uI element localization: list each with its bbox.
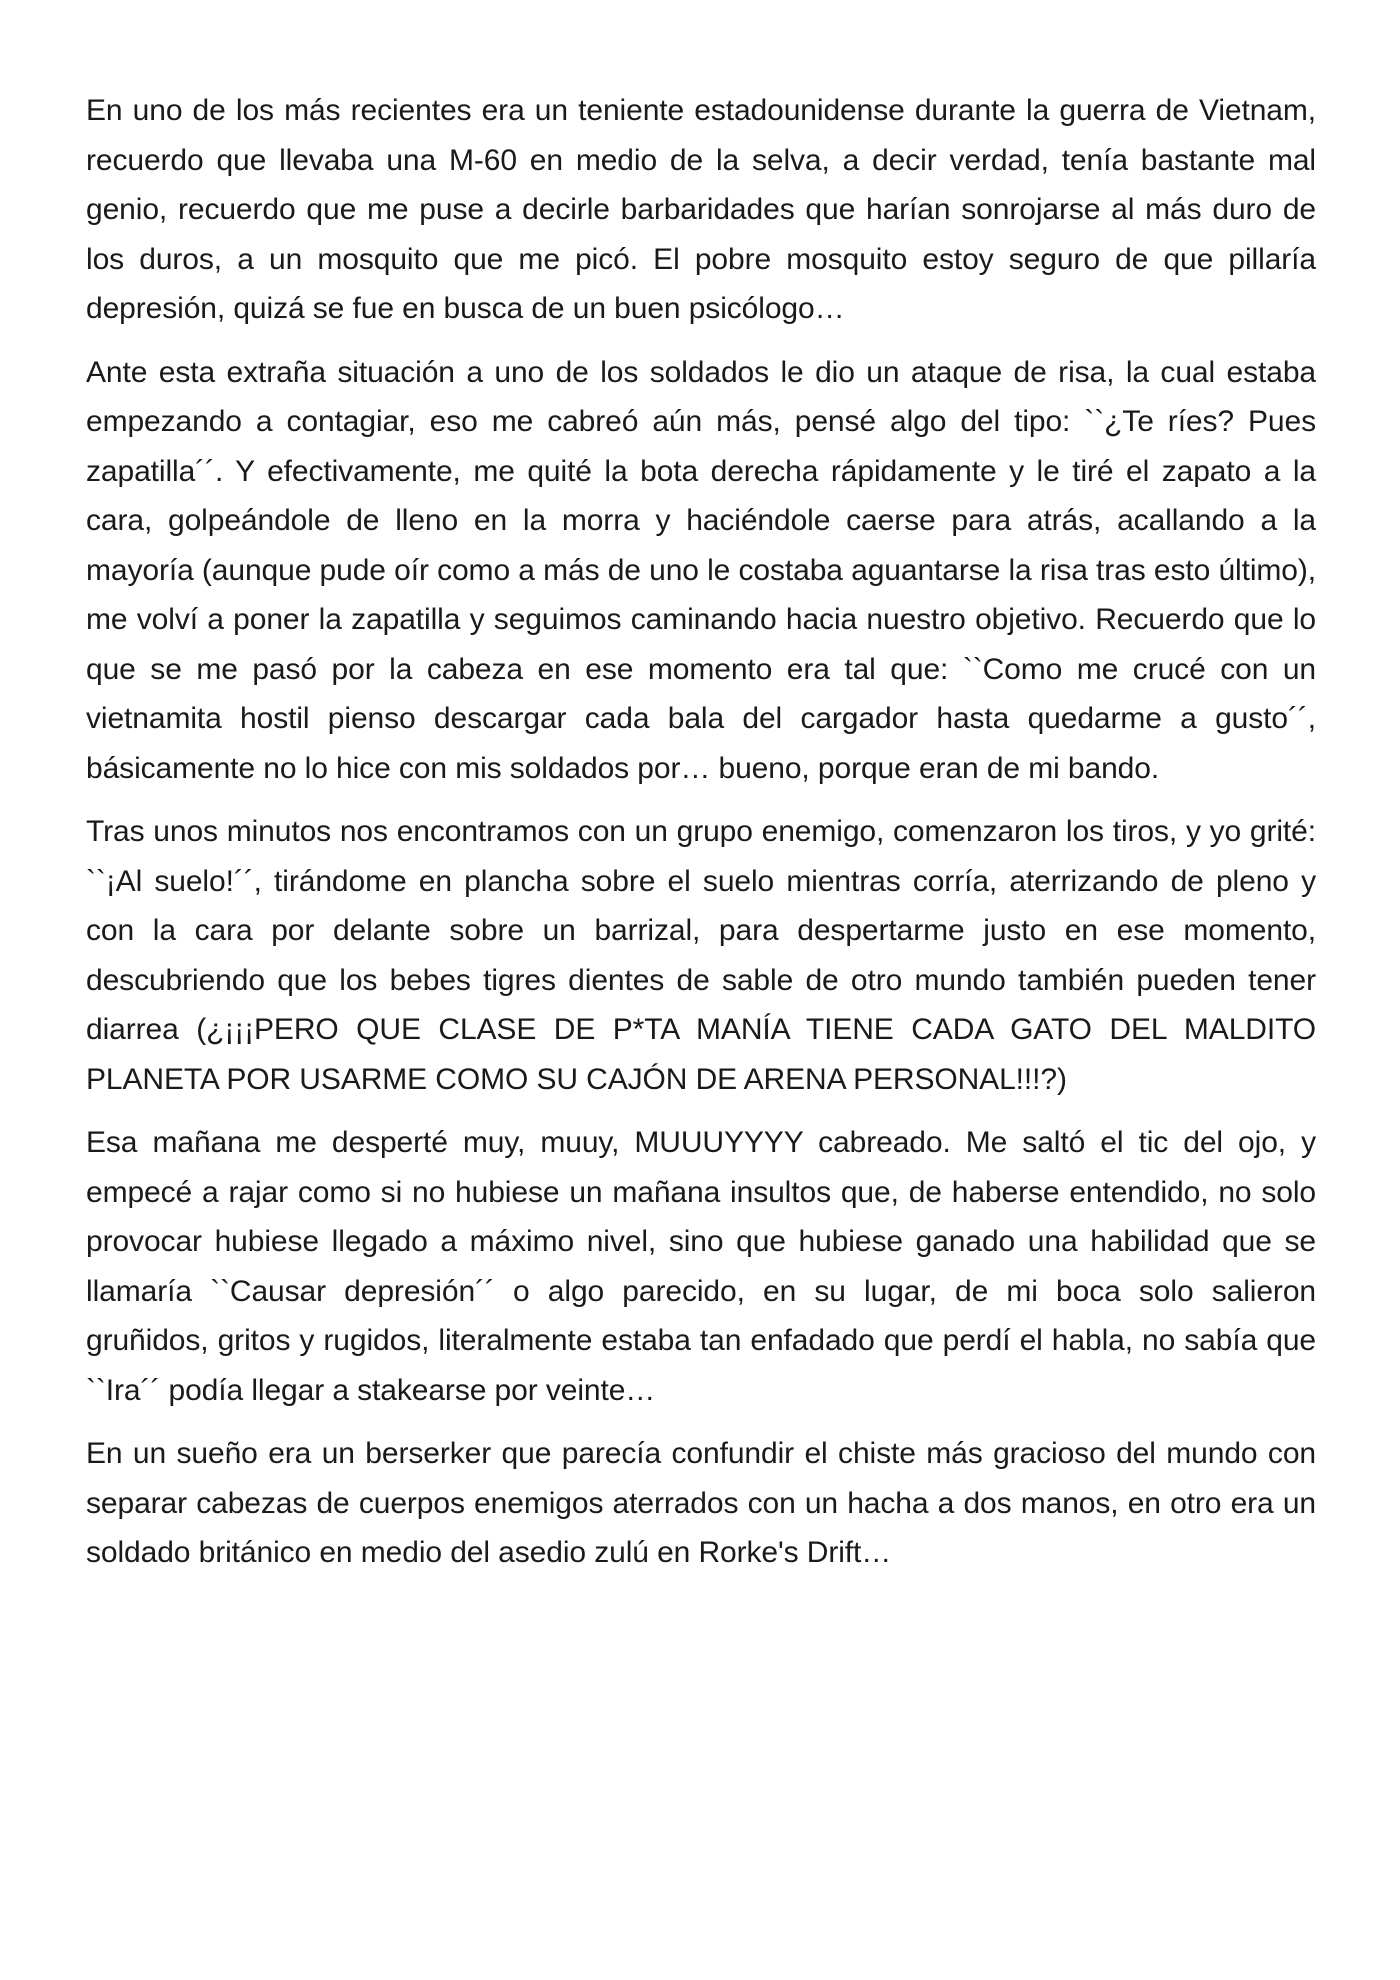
paragraph-enemy-ambush: Tras unos minutos nos encontramos con un grupo enemigo, comenzaron los tiros, y yo grité: ``¡Al suelo!´´, tirándome en plancha sobre el suelo mientras corría, aterrizando de pleno y con la cara por delante sobre un barrizal, para despertarme justo en ese momento, descubriendo que los bebes tigres dientes de sable de otro mundo también pueden tener diarrea (¿¡¡¡PERO QUE CLASE DE P*TA MANÍA TIENE CADA GATO DEL MALDITO PLANETA POR USARME COMO SU CAJÓN DE ARENA PERSONAL!!!?) [86,815,1316,1096]
paragraph-soldier-laughing: Ante esta extraña situación a uno de los soldados le dio un ataque de risa, la cual estaba empezando a contagiar, eso me cabreó aún más, pensé algo del tipo: ``¿Te ríes? Pues zapatilla´´. Y efectivamente, me quité la bota derecha rápidamente y le tiré el zapato a la cara, golpeándole de lleno en la morra y haciéndole caerse para atrás, acallando a la mayoría (aunque pude oír como a más de uno le costaba aguantarse la risa tras esto último), me volví a poner la zapatilla y seguimos caminando hacia nuestro objetivo. Recuerdo que lo que se me pasó por la cabeza en ese momento era tal que: ``Como me crucé con un vietnamita hostil pienso descargar cada bala del cargador hasta quedarme a gusto´´, básicamente no lo hice con mis soldados por… bueno, porque eran de mi bando. [86,355,1316,785]
paragraph-angry-morning: Esa mañana me desperté muy, muuy, MUUUYYYY cabreado. Me saltó el tic del ojo, y empecé a rajar como si no hubiese un mañana insultos que, de haberse entendido, no solo provocar hubiese llegado a máximo nivel, sino que hubiese ganado una habilidad que se llamaría ``Causar depresión´´ o algo parecido, en su lugar, de mi boca solo salieron gruñidos, gritos y rugidos, literalmente estaba tan enfadado que perdí el habla, no sabía que ``Ira´´ podía llegar a stakearse por veinte… [86,1126,1316,1407]
paragraph-other-dreams: En un sueño era un berserker que parecía confundir el chiste más gracioso del mundo con separar cabezas de cuerpos enemigos aterrados con un hacha a dos manos, en otro era un soldado británico en medio del asedio zulú en Rorke's Drift… [86,1437,1316,1569]
paragraph-vietnam-dream: En uno de los más recientes era un teniente estadounidense durante la guerra de Vietnam, recuerdo que llevaba una M-60 en medio de la selva, a decir verdad, tenía bastante mal genio, recuerdo que me puse a decirle barbaridades que harían sonrojarse al más duro de los duros, a un mosquito que me picó. El pobre mosquito estoy seguro de que pillaría depresión, quizá se fue en busca de un buen psicólogo… [86,94,1316,325]
document-page [86,86,1316,1592]
